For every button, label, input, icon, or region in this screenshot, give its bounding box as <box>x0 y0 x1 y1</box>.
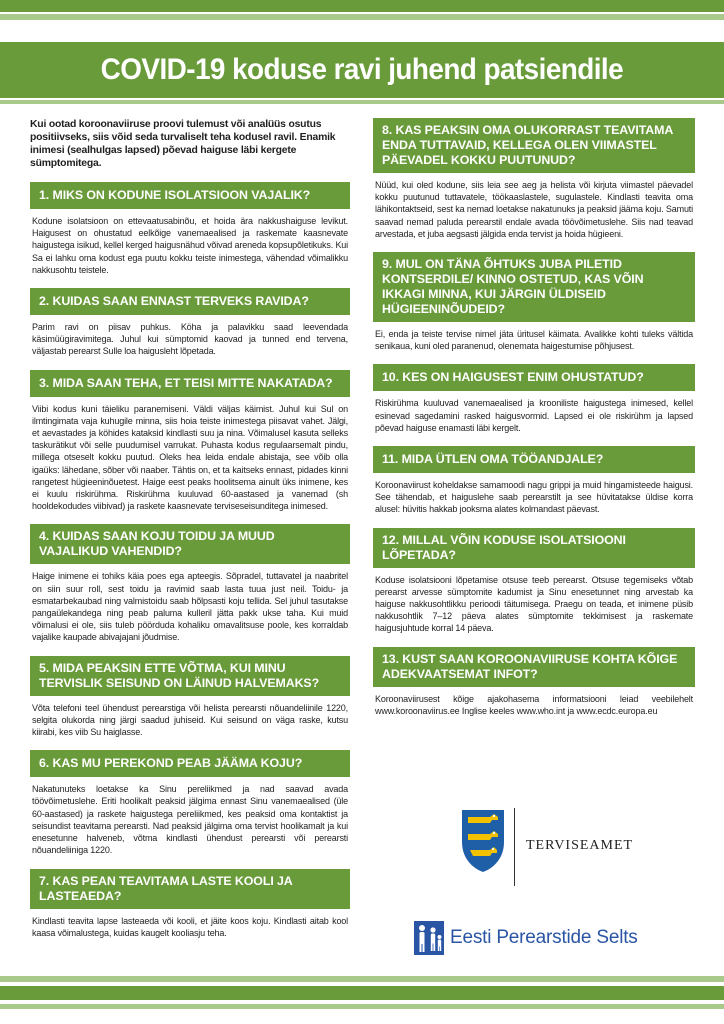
section-2 <box>30 288 350 358</box>
section-4 <box>30 524 350 643</box>
section-heading: 12. MILLAL VÕIN KODUSE ISOLATSIOONI LÕPETADA? <box>373 528 695 568</box>
section-body: Võta telefoni teel ühendust perearstiga või helista perearsti nõuandeliinile 1220, selgita olukorda ning järgi saadud juhiseid. Kui seisund on väga raske, kutsu kiirabi, kes viib Su haiglasse. <box>32 702 348 738</box>
section-heading: 5. MIDA PEAKSIN ETTE VÕTMA, KUI MINU TERVISLIK SEISUND ON LÄINUD HALVEMAKS? <box>30 656 350 696</box>
section-6 <box>30 750 350 856</box>
intro-text: Kui ootad koroonaviiruse proovi tulemust või analüüs osutus positiivseks, siis võid seda turvaliselt teha kodusel ravil. Enamik inimesi (sealhulgas lapsed) põevad haiguse läbi kergete sümptomitega. <box>30 119 336 169</box>
section-1 <box>30 182 350 276</box>
section-body: Ei, enda ja teiste tervise nimel jäta üritusel käimata. Avalikke kohti tuleks vältida senikaua, kuni oled paranenud, olenemata haigestumise põhjusest. <box>375 329 693 352</box>
section-heading: 11. MIDA ÜTLEN OMA TÖÖANDJALE? <box>373 446 695 473</box>
section-heading: 2. KUIDAS SAAN ENNAST TERVEKS RAVIDA? <box>30 288 350 315</box>
section-body: Parim ravi on piisav puhkus. Köha ja palavikku saad leevendada käsimüügiravimitega. Juhul kui sümptomid kaovad ja tunned end tervena, väljastab perearst Sulle loa haigusleht lõpetada. <box>32 322 348 357</box>
perearstide-selts-name: Eesti Perearstide Selts <box>450 927 638 948</box>
section-heading: 9. MUL ON TÄNA ÕHTUKS JUBA PILETID KONTSERDILE/ KINNO OSTETUD, KAS VÕIN IKKAGI MINNA, KUI JÄRGIN ÜLDISEID HÜGIEENINÕUDEID? <box>373 252 695 322</box>
section-body: Haige inimene ei tohiks käia poes ega apteegis. Sõpradel, tuttavatel ja naabritel on siin suur roll, sest toidu ja ravimid saab lasta tuua just neil. Toidu- ja esmatarbekaubad ning valmistoidu saab hõlpsasti koju tellida. Sel juhul tasutakse pangaülekandega ning peab paluma kulleril jätta pakk ukse taha. Kui muid võimalusi ei ole, siis tuleb pöörduda kohaliku omavalitsuse poole, kes korraldab vajalike kaupade abivajajani jõudmise. <box>32 571 348 643</box>
section-heading: 4. KUIDAS SAAN KOJU TOIDU JA MUUD VAJALIKUD VAHENDID? <box>30 524 350 564</box>
page-title: COVID-19 koduse ravi juhend patsiendile <box>100 53 624 86</box>
bottom-stripe <box>0 986 724 1000</box>
section-8 <box>373 118 695 240</box>
section-12 <box>373 528 695 635</box>
section-10 <box>373 364 695 434</box>
coat-of-arms-icon <box>458 808 508 874</box>
section-body: Kodune isolatsioon on ettevaatusabinõu, et hoida ära nakkushaiguse levikut. Haigusest on ohustatud eelkõige vanemaealised ja raskemate kaasnevate haigustega isikud, kellel kerged haigusnähud võivad areneda kopsupõletikuks. Kui Sa ei lahku oma kodust ega puutu kokku teiste inimestega, vähendad võimalikku nakkusohtu teistele. <box>32 216 348 275</box>
section-heading: 1. MIKS ON KODUNE ISOLATSIOON VAJALIK? <box>30 182 350 209</box>
right-column <box>373 118 695 729</box>
top-stripe <box>0 0 724 12</box>
perearstide-selts-logo <box>414 918 684 958</box>
bottom-stripe-light <box>0 976 724 982</box>
terviseamet-name: TERVISEAMET <box>526 838 634 853</box>
section-body: Nakatunuteks loetakse ka Sinu pereliikmed ja nad saavad avada töövõimetuslehe. Eriti hoolikalt peaksid jälgima ennast Sinu vanemaealised (üle 60-aastased) ja raskete haigustega pereliikmed, kes peaksid oma kontaktist ja seisundist teavitama perearsti. Nad peaksid jälgima oma tervist hoolikamalt ja kui enesetunne halveneb, võtma kindlasti ühendust perearsti või perearsti nõuandeliiniga 1220. <box>32 784 348 856</box>
section-heading: 7. KAS PEAN TEAVITAMA LASTE KOOLI JA LASTEAEDA? <box>30 869 350 909</box>
title-banner <box>0 42 724 98</box>
section-9 <box>373 252 695 352</box>
section-body: Koduse isolatsiooni lõpetamise otsuse teeb perearst. Otsuse tegemiseks võtab perearst arvesse sümptomite kadumist ja Sinu enesetunnet ning arvestab ka haiguse nakkusohtlikku perioodi täitumisega. Praegu on teada, et inimene püsib nakkusohtlik 7–12 päeva alates sümptomite tekkimisest ja raskemate haigusjuhtude korral 14 päeva. <box>375 574 693 634</box>
section-heading: 8. KAS PEAKSIN OMA OLUKORRAST TEAVITAMA ENDA TUTTAVAID, KELLEGA OLEN VIIMASTEL PÄEVADEL KOKKU PUUTUNUD? <box>373 118 695 173</box>
section-body: Kindlasti teavita lapse lasteaeda või kooli, et jäite koos koju. Kindlasti aitab kool kaasa võimalustega, kuidas kaugelt kooliasju teha. <box>32 915 348 938</box>
section-body: Riskirühma kuuluvad vanemaealised ja krooniliste haigustega inimesed, kellel esinevad sagedamini rasked haigusvormid. Lapsed ei ole riskirühm ja lapsed põevad haiguse enamasti läbi kergelt. <box>375 398 693 433</box>
title-underline <box>0 100 724 104</box>
section-body: Viibi kodus kuni täieliku paranemiseni. Väldi väljas käimist. Juhul kui Sul on ilmtingimata vaja kuhugile minna, siis hoia teiste inimestega piisavat vahet. Jälgi, et aevastades ja köhides kataksid kindlasti suu ja nina. Võimalusel kasuta selleks taskurätikut või selle puudumisel varrukat. Puhasta kodus regulaarsemalt pindu, millega otseselt kokku puutud. Oleks hea leida endale abistaja, see võib olla igaüks: lähedane, sõber või naaber. Tähtis on, et ta kaitseks ennast, pidades kinni rangetest hügieeninõuetest. Haige eest peaks hoolitsema ainult üks inimene, kes ei kuulu riskirühma. Riskirühma kuuluvad 60-aastased ja vanemad (sh hooldekodudes viibivad) ja raskete kaasnevate terviseseisunditega inimesed. <box>32 403 348 512</box>
section-5 <box>30 656 350 739</box>
section-heading: 6. KAS MU PEREKOND PEAB JÄÄMA KOJU? <box>30 750 350 777</box>
terviseamet-logo <box>448 808 698 886</box>
left-column <box>30 118 350 951</box>
section-body: Koroonaviirust koheldakse samamoodi nagu grippi ja muid hingamisteede haigusi. See tähendab, et haiguslehe saab perearstilt ja see hüvitatakse üldise korra alusel: hüvitis hakkab jooksma alates kolmandast päevast. <box>375 480 693 515</box>
section-3 <box>30 370 350 513</box>
section-heading: 10. KES ON HAIGUSEST ENIM OHUSTATUD? <box>373 364 695 391</box>
logo-divider <box>514 808 515 886</box>
top-stripe-light <box>0 14 724 20</box>
section-body: Nüüd, kui oled kodune, siis leia see aeg ja helista või kirjuta viimastel päevadel kokku puutunud tuttavatele, töökaaslastele, sugulastele. Kindlasti teavita oma lähikontaktseid, sest ka nemad loetakse nakatunuks ja peaksid jääma koju. Samuti saavad nemad paluda perearstil endale avada töövõimetuslehe. Siis nad teavad arvestada, et juba aegsasti jälgida enda tervist ja hoida hügieeni. <box>375 180 693 239</box>
bottom-stripe-light-2 <box>0 1004 724 1009</box>
section-heading: 3. MIDA SAAN TEHA, ET TEISI MITTE NAKATADA? <box>30 370 350 397</box>
section-body: Koroonaviirusest kõige ajakohasema informatsiooni leiad veebilehelt www.koroonaviirus.ee Inglise keeles www.who.int ja www.ecdc.europa.eu <box>375 693 693 716</box>
section-7 <box>30 869 350 939</box>
section-heading: 13. KUST SAAN KOROONAVIIRUSE KOHTA KÕIGE ADEKVAATSEMAT INFOT? <box>373 647 695 687</box>
section-11 <box>373 446 695 516</box>
family-icon <box>414 921 444 955</box>
section-13 <box>373 647 695 717</box>
